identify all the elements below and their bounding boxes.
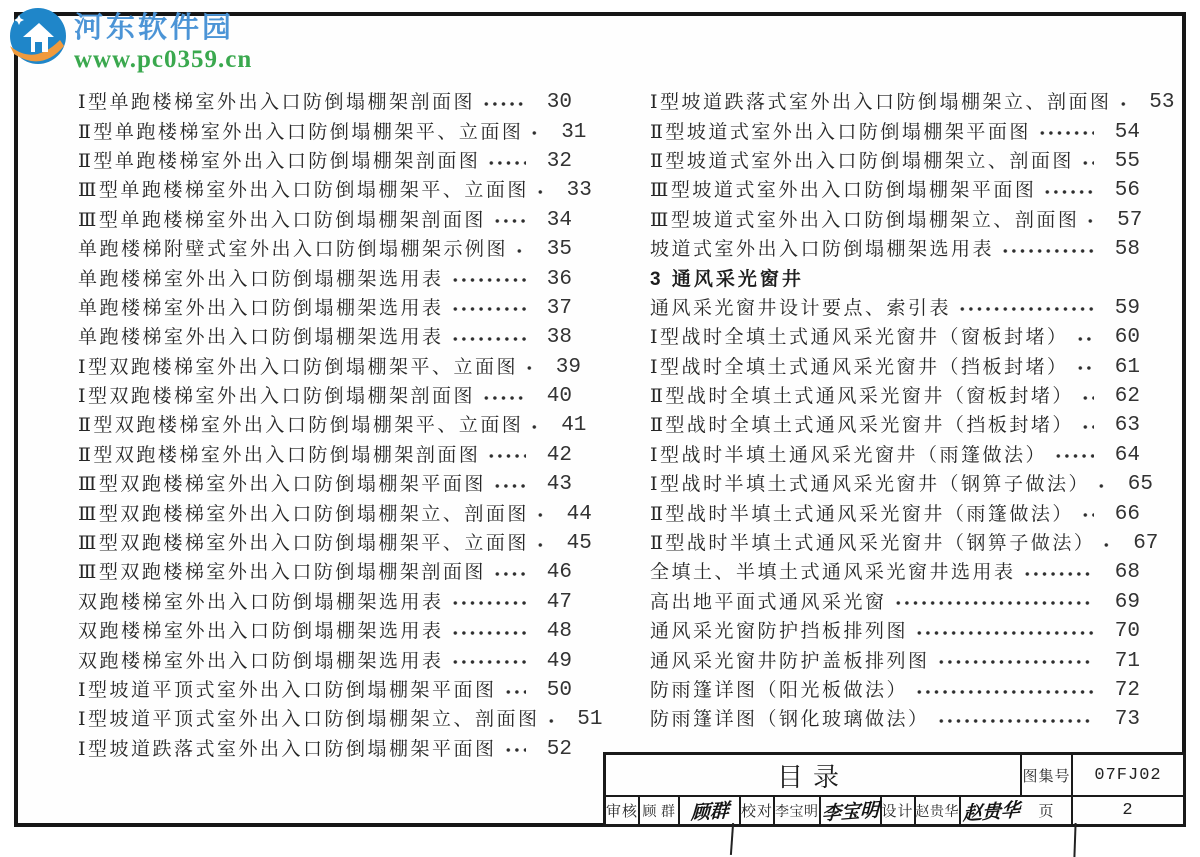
toc-entry-title: Ⅱ型双跑楼梯室外出入口防倒塌棚架剖面图 [78,444,481,466]
toc-column-left [78,88,603,764]
toc-entry [650,558,1140,587]
toc-entry-title: Ⅲ型坡道式室外出入口防倒塌棚架平面图 [650,180,1037,202]
toc-entry-page-number: 33 [566,179,592,203]
dot-leader [913,617,1094,646]
dot-leader [502,676,526,705]
role-signature [680,797,741,824]
dot-leader [449,323,526,352]
dot-leader [956,294,1094,323]
toc-entry-page-number: 36 [546,267,572,291]
dot-leader [534,529,546,558]
toc-entry-title: Ⅱ型战时半填土式通风采光窗井（雨篷做法） [650,503,1074,525]
toc-entry-page-number: 40 [546,385,572,409]
role-name: 李宝明 [775,797,821,824]
toc-entry [650,147,1140,176]
toc-entry-title: Ⅲ型坡道式室外出入口防倒塌棚架立、剖面图 [650,209,1080,231]
toc-entry-page-number: 63 [1114,414,1140,438]
toc-entry-title: Ⅲ型双跑楼梯室外出入口防倒塌棚架平面图 [78,474,486,496]
atlas-number-value: 07FJ02 [1094,765,1162,785]
toc-column-right [650,88,1175,735]
toc-entry [650,206,1143,235]
toc-entry-page-number: 43 [546,473,572,497]
toc-entry-page-number: 67 [1133,532,1159,556]
toc-entry-title: Ⅰ型坡道跌落式室外出入口防倒塌棚架立、剖面图 [650,92,1112,114]
toc-entry [650,499,1140,528]
watermark-logo [8,6,252,72]
role-signature-text: 顾群 [690,800,729,825]
toc-section-heading [650,264,1140,293]
watermark-site-name: 河东软件园 [74,12,235,44]
toc-entry-title: Ⅲ型双跑楼梯室外出入口防倒塌棚架立、剖面图 [78,503,529,525]
dot-leader [892,588,1094,617]
toc-entry-page-number: 66 [1114,502,1140,526]
toc-entry [78,646,572,675]
title-block [603,752,1186,827]
toc-entry-title: 通风采光窗防护挡板排列图 [650,621,909,643]
toc-entry-page-number: 38 [546,326,572,350]
role-signature [821,797,882,824]
dot-leader [502,735,526,764]
dot-leader [534,499,546,528]
toc-entry-page-number: 45 [566,532,592,556]
dot-leader [449,264,526,293]
toc-entry [78,411,587,440]
toc-entry [78,323,572,352]
dot-leader [935,705,1094,734]
toc-entry-title: Ⅱ型单跑楼梯室外出入口防倒塌棚架剖面图 [78,150,481,172]
toc-entry [78,88,572,117]
toc-entry [650,588,1140,617]
dot-leader [523,353,535,382]
toc-entry-title: Ⅱ型战时全填土式通风采光窗井（挡板封堵） [650,415,1074,437]
toc-entry-title: 全填土、半填土式通风采光窗井选用表 [650,562,1016,584]
dot-leader [528,117,540,146]
dot-leader [491,470,526,499]
toc-entry [78,499,592,528]
atlas-number-label: 图集号 [1022,755,1073,795]
dot-leader [1100,529,1112,558]
toc-entry-page-number: 48 [546,620,572,644]
site-logo-icon [8,6,68,66]
toc-entry [78,176,592,205]
toc-entry [650,294,1140,323]
role-label: 审核 [606,797,640,824]
toc-entry-title: Ⅱ型坡道式室外出入口防倒塌棚架立、剖面图 [650,150,1074,172]
dot-leader [449,294,526,323]
page-number: 2 [1122,801,1134,820]
toc-entry-page-number: 70 [1114,620,1140,644]
toc-entry-title: 高出地平面式通风采光窗 [650,591,887,613]
toc-entry [650,176,1140,205]
toc-entry-title: Ⅰ型坡道平顶式室外出入口防倒塌棚架平面图 [78,680,497,701]
toc-entry [78,294,572,323]
toc-entry-page-number: 61 [1114,355,1140,379]
toc-entry-title: Ⅲ型双跑楼梯室外出入口防倒塌棚架剖面图 [78,562,486,584]
dot-leader [534,176,546,205]
toc-entry-page-number: 47 [546,590,572,614]
toc-entry [650,411,1140,440]
toc-entry-title: 双跑楼梯室外出入口防倒塌棚架选用表 [78,621,444,643]
role-signature-text: 赵贵华 [962,799,1021,826]
toc-entry-page-number: 59 [1114,296,1140,320]
toc-entry-title: Ⅰ型战时全填土式通风采光窗井（挡板封堵） [650,356,1069,378]
watermark-site-url: www.pc0359.cn [74,46,253,73]
dot-leader [1036,117,1094,146]
toc-entry [78,558,572,587]
dot-leader [1074,353,1094,382]
dot-leader [545,705,557,734]
toc-entry [650,441,1140,470]
toc-entry [650,529,1159,558]
toc-entry-title: Ⅱ型双跑楼梯室外出入口防倒塌棚架平、立面图 [78,415,524,437]
toc-entry-page-number: 34 [546,208,572,232]
role-label: 校对 [741,797,775,824]
toc-entry-title: 防雨篷详图（钢化玻璃做法） [650,709,930,731]
role-signature-text: 李宝明 [821,799,879,826]
toc-entry [78,206,572,235]
toc-entry-page-number: 65 [1127,473,1154,497]
dot-leader [1052,441,1094,470]
dot-leader [485,147,526,176]
toc-entry-page-number: 49 [546,649,572,673]
dot-leader [449,617,526,646]
toc-entry-title: Ⅲ型单跑楼梯室外出入口防倒塌棚架平、立面图 [78,180,529,202]
toc-entry [78,147,572,176]
toc-entry [650,88,1175,117]
toc-entry-title: Ⅰ型战时半填土通风采光窗井（雨篷做法） [650,444,1048,466]
dot-leader [528,411,540,440]
page-label: 页 [1022,797,1073,824]
toc-entry [78,529,592,558]
toc-entry [78,117,587,146]
toc-entry-page-number: 62 [1114,385,1140,409]
toc-entry-page-number: 60 [1114,326,1140,350]
toc-entry-title: Ⅱ型战时半填土式通风采光窗井（钢箅子做法） [650,533,1096,555]
toc-entry-page-number: 42 [546,443,572,467]
dot-leader [1079,499,1094,528]
toc-entry [650,382,1140,411]
toc-entry-title: 通风采光窗井防护盖板排列图 [650,650,930,672]
toc-entry-page-number: 64 [1114,443,1140,467]
toc-entry-page-number: 52 [546,737,572,761]
toc-entry-page-number: 51 [577,708,603,732]
toc-entry-page-number: 56 [1114,179,1140,203]
toc-entry [78,470,572,499]
dot-leader [1074,323,1094,352]
section-heading-text: 3 通风采光窗井 [650,268,804,290]
toc-entry [78,382,572,411]
toc-entry-page-number: 30 [546,91,572,115]
toc-entry-page-number: 71 [1114,649,1140,673]
toc-entry [78,676,572,705]
toc-entry-page-number: 69 [1114,590,1140,614]
title-block-top-row [606,755,1183,797]
toc-entry [78,264,572,293]
toc-entry-page-number: 53 [1149,91,1175,115]
toc-entry-title: Ⅰ型双跑楼梯室外出入口防倒塌棚架平、立面图 [78,356,519,378]
toc-entry-title: Ⅰ型单跑楼梯室外出入口防倒塌棚架剖面图 [78,92,476,114]
toc-entry [650,705,1140,734]
toc-entry-title: 单跑楼梯附壁式室外出入口防倒塌棚架示例图 [78,239,509,261]
role-name: 顾 群 [640,797,680,824]
toc-entry-title: Ⅲ型双跑楼梯室外出入口防倒塌棚架平、立面图 [78,533,529,555]
toc-entry-title: 坡道式室外出入口防倒塌棚架选用表 [650,239,995,261]
role-signature [961,797,1022,824]
dot-leader [513,235,526,264]
toc-entry-page-number: 44 [566,502,592,526]
toc-entry-title: Ⅰ型战时全填土式通风采光窗井（窗板封堵） [650,327,1069,349]
toc-entry-title: Ⅰ型坡道平顶式室外出入口防倒塌棚架立、剖面图 [78,709,540,731]
toc-entry [650,353,1140,382]
toc-entry-title: Ⅰ型坡道跌落式室外出入口防倒塌棚架平面图 [78,738,497,760]
signature-pen-stroke [1073,823,1076,857]
toc-entry-title: 单跑楼梯室外出入口防倒塌棚架选用表 [78,297,444,319]
toc-entry-title: 防雨篷详图（阳光板做法） [650,680,909,701]
toc-title: 目录 [606,755,1022,795]
toc-entry-page-number: 35 [546,238,572,262]
dot-leader [1079,382,1094,411]
dot-leader [1095,470,1107,499]
toc-entry-page-number: 39 [555,355,582,379]
toc-entry-title: Ⅱ型单跑楼梯室外出入口防倒塌棚架平、立面图 [78,121,524,143]
dot-leader [913,676,1094,705]
dot-leader [1117,88,1129,117]
dot-leader [1041,176,1094,205]
toc-entry [650,646,1140,675]
toc-entry-page-number: 73 [1114,708,1140,732]
toc-entry [78,588,572,617]
toc-entry-page-number: 37 [546,296,572,320]
role-name: 赵贵华 [916,797,962,824]
dot-leader [1079,411,1094,440]
toc-entry [78,353,582,382]
toc-entry [78,705,603,734]
toc-entry [78,441,572,470]
toc-entry-page-number: 58 [1114,238,1140,262]
dot-leader [449,646,526,675]
toc-entry-title: Ⅰ型战时半填土式通风采光窗井（钢箅子做法） [650,474,1091,496]
toc-entry-title: Ⅱ型坡道式室外出入口防倒塌棚架平面图 [650,121,1031,143]
toc-entry [650,617,1140,646]
toc-entry-title: 双跑楼梯室外出入口防倒塌棚架选用表 [78,650,444,672]
toc-entry [78,617,572,646]
toc-entry [650,470,1154,499]
toc-entry-page-number: 50 [546,679,572,702]
dot-leader [480,88,526,117]
signature-pen-stroke [730,823,734,855]
dot-leader [491,558,526,587]
toc-entry-page-number: 54 [1114,120,1140,144]
toc-entry-page-number: 32 [546,149,572,173]
toc-entry-title: Ⅲ型单跑楼梯室外出入口防倒塌棚架剖面图 [78,209,486,231]
dot-leader [1021,558,1094,587]
toc-entry-title: Ⅱ型战时全填土式通风采光窗井（窗板封堵） [650,386,1074,408]
toc-entry-page-number: 55 [1114,149,1140,173]
toc-entry-page-number: 68 [1114,561,1140,585]
toc-entry-page-number: 57 [1117,208,1143,232]
toc-entry-title: Ⅰ型双跑楼梯室外出入口防倒塌棚架剖面图 [78,386,476,408]
toc-entry-title: 单跑楼梯室外出入口防倒塌棚架选用表 [78,268,444,290]
toc-entry-page-number: 31 [561,120,587,144]
dot-leader [449,588,526,617]
toc-entry [650,676,1140,705]
toc-entry [650,117,1140,146]
dot-leader [485,441,526,470]
dot-leader [1079,147,1094,176]
toc-entry-title: 单跑楼梯室外出入口防倒塌棚架选用表 [78,327,444,349]
toc-entry-title: 双跑楼梯室外出入口防倒塌棚架选用表 [78,591,444,613]
toc-entry-title: 通风采光窗井设计要点、索引表 [650,297,952,319]
toc-entry [650,235,1140,264]
dot-leader [1084,206,1096,235]
watermark-text [74,6,252,72]
role-label: 设计 [882,797,916,824]
toc-entry [650,323,1140,352]
toc-entry-page-number: 72 [1114,679,1140,702]
dot-leader [491,206,526,235]
toc-entry [78,735,572,764]
toc-entry [78,235,572,264]
title-block-bottom-row [606,797,1183,824]
dot-leader [935,646,1094,675]
toc-entry-page-number: 41 [561,414,587,438]
dot-leader [999,235,1094,264]
dot-leader [480,382,526,411]
toc-entry-page-number: 46 [546,561,572,585]
